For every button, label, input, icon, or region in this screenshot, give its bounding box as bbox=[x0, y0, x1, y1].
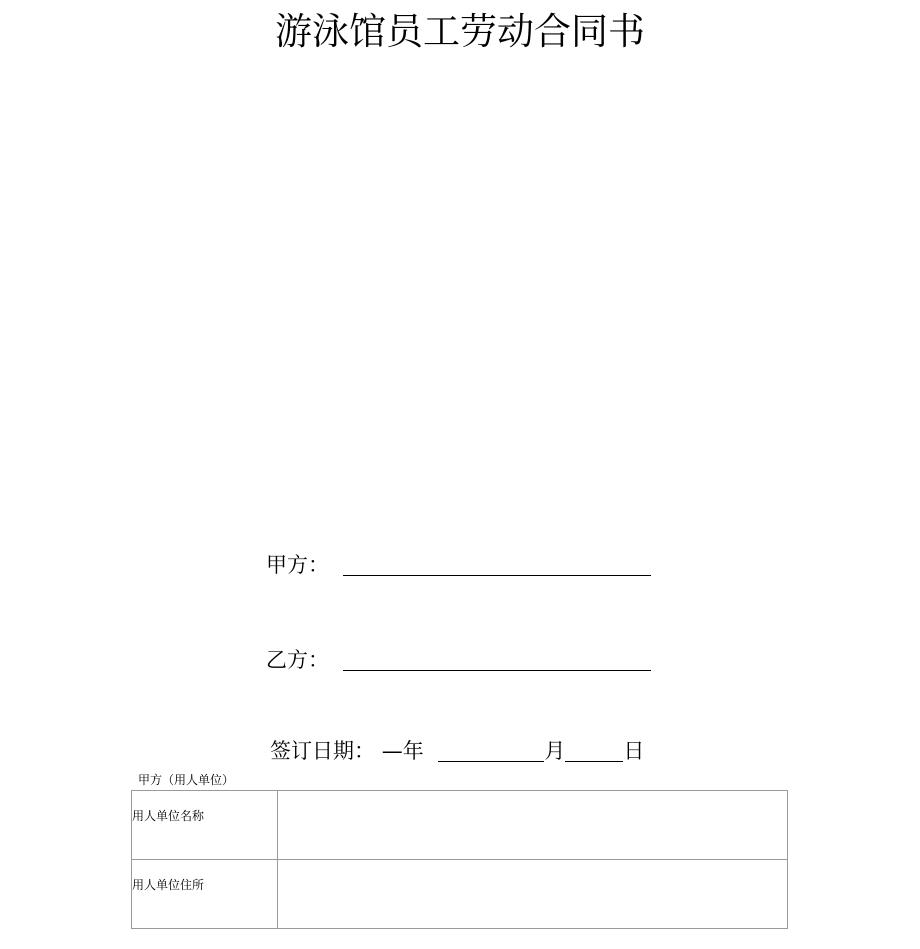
signing-day-blank bbox=[565, 739, 623, 762]
employer-name-value bbox=[278, 791, 788, 860]
signing-year-unit: —年 bbox=[381, 739, 424, 763]
table-row bbox=[132, 791, 788, 860]
party-b-label: 乙方： bbox=[266, 648, 329, 672]
signing-day-unit: 日 bbox=[623, 739, 645, 763]
signing-month-blank bbox=[438, 739, 544, 762]
party-a-blank bbox=[343, 553, 651, 576]
employer-info-table bbox=[131, 790, 788, 929]
party-b-blank bbox=[343, 648, 651, 671]
party-a-line bbox=[266, 550, 651, 580]
signing-date-line bbox=[270, 736, 644, 766]
employer-section-caption: 甲方（用人单位） bbox=[138, 773, 235, 787]
party-b-line bbox=[266, 645, 651, 675]
employer-address-label: 用人单位住所 bbox=[132, 860, 278, 929]
employer-address-value bbox=[278, 860, 788, 929]
document-title: 游泳馆员工劳动合同书 bbox=[275, 10, 645, 53]
party-a-label: 甲方： bbox=[266, 553, 329, 577]
employer-name-label: 用人单位名称 bbox=[132, 791, 278, 860]
table-row bbox=[132, 860, 788, 929]
signing-date-label: 签订日期： bbox=[270, 739, 375, 763]
signing-month-unit: 月 bbox=[544, 739, 566, 763]
